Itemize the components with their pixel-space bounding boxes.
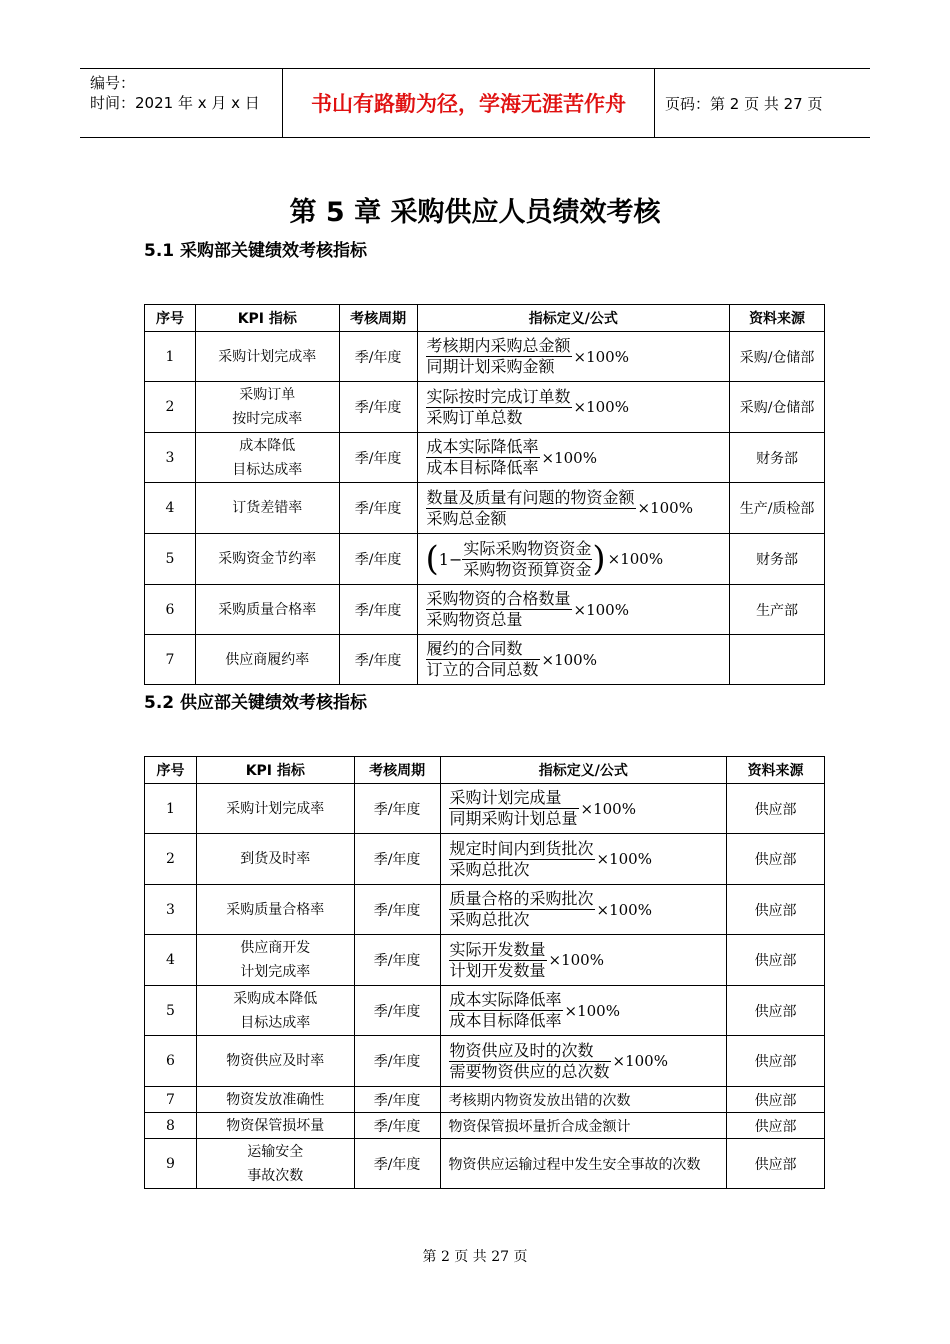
fraction bbox=[426, 387, 572, 428]
kpi-definition bbox=[440, 1036, 727, 1087]
formula bbox=[426, 539, 664, 580]
kpi-definition bbox=[417, 382, 730, 433]
page-header bbox=[80, 68, 870, 138]
kpi-name-line: 目标达成率 bbox=[232, 461, 303, 478]
table-row bbox=[145, 585, 825, 635]
review-cycle: 季/年度 bbox=[354, 784, 440, 834]
multiplier: ×100% bbox=[573, 600, 629, 619]
kpi-definition bbox=[440, 885, 727, 935]
table-header-row bbox=[145, 305, 825, 332]
row-number: 7 bbox=[145, 1087, 197, 1113]
row-number: 8 bbox=[145, 1113, 197, 1139]
section-2-title: 5.2 供应部关键绩效考核指标 bbox=[144, 693, 368, 713]
table-row bbox=[145, 1113, 825, 1139]
data-source: 生产部 bbox=[730, 585, 825, 635]
kpi-definition bbox=[440, 1139, 727, 1189]
column-header: KPI 指标 bbox=[195, 305, 339, 332]
formula bbox=[449, 788, 636, 829]
fraction bbox=[449, 839, 595, 880]
denominator: 同期采购计划总量 bbox=[449, 809, 578, 828]
denominator: 采购总批次 bbox=[449, 859, 530, 879]
kpi-name-line: 运输安全 bbox=[247, 1143, 304, 1160]
kpi-name bbox=[196, 1036, 354, 1087]
multiplier: ×100% bbox=[612, 1052, 668, 1070]
formula bbox=[449, 940, 604, 981]
kpi-name bbox=[196, 784, 354, 834]
column-header: 考核周期 bbox=[339, 305, 417, 332]
numerator: 履约的合同数 bbox=[426, 639, 540, 660]
formula bbox=[426, 387, 629, 428]
numerator: 成本实际降低率 bbox=[449, 990, 562, 1009]
multiplier: ×100% bbox=[573, 398, 629, 416]
denominator: 采购订单总数 bbox=[426, 407, 523, 427]
fraction bbox=[426, 589, 572, 630]
multiplier: ×100% bbox=[637, 499, 693, 517]
kpi-name bbox=[195, 332, 339, 382]
numerator: 考核期内采购总金额 bbox=[426, 336, 571, 355]
header-page-info: 页码：第 2 页 共 27 页 bbox=[665, 94, 823, 113]
kpi-name bbox=[196, 1087, 354, 1113]
data-source: 供应部 bbox=[727, 784, 825, 834]
table-row bbox=[145, 935, 825, 986]
kpi-name bbox=[196, 1139, 354, 1189]
kpi-name-line: 计划完成率 bbox=[240, 964, 311, 980]
table-row bbox=[145, 885, 825, 935]
data-source: 采购/仓储部 bbox=[730, 332, 825, 382]
kpi-name-line: 供应商开发 bbox=[240, 940, 311, 956]
section-1-title: 5.1 采购部关键绩效考核指标 bbox=[144, 241, 368, 261]
fraction bbox=[462, 539, 592, 580]
kpi-name-line: 采购成本降低 bbox=[233, 990, 318, 1007]
formula bbox=[426, 437, 597, 478]
formula bbox=[426, 336, 629, 377]
row-number: 6 bbox=[145, 1036, 197, 1087]
formula bbox=[449, 990, 620, 1031]
formula bbox=[449, 1041, 668, 1082]
kpi-name bbox=[195, 382, 339, 433]
definition-text: 考核期内物资发放出错的次数 bbox=[448, 1092, 631, 1109]
kpi-name-line: 采购订单 bbox=[239, 387, 296, 403]
row-number: 6 bbox=[145, 585, 196, 635]
row-number: 9 bbox=[145, 1139, 197, 1189]
row-number: 1 bbox=[145, 784, 197, 834]
data-source: 采购/仓储部 bbox=[730, 382, 825, 433]
kpi-name-line: 物资供应及时率 bbox=[226, 1053, 325, 1069]
denominator: 同期计划采购金额 bbox=[426, 357, 555, 376]
kpi-definition bbox=[417, 332, 730, 382]
kpi-definition bbox=[440, 935, 727, 986]
kpi-name bbox=[196, 1113, 354, 1139]
numerator: 实际按时完成订单数 bbox=[426, 386, 571, 406]
review-cycle: 季/年度 bbox=[339, 382, 417, 433]
numerator: 规定时间内到货批次 bbox=[449, 838, 594, 858]
denominator: 需要物资供应的总次数 bbox=[449, 1061, 610, 1081]
data-source: 供应部 bbox=[727, 935, 825, 986]
numerator: 采购物资的合格数量 bbox=[426, 589, 571, 608]
data-source: 供应部 bbox=[727, 1139, 825, 1189]
table-row bbox=[145, 986, 825, 1036]
data-source: 供应部 bbox=[727, 1113, 825, 1139]
fraction bbox=[449, 889, 595, 930]
row-number: 3 bbox=[145, 433, 196, 483]
table-row bbox=[145, 1087, 825, 1113]
table-row bbox=[145, 1036, 825, 1087]
formula bbox=[426, 488, 693, 529]
kpi-name-line: 事故次数 bbox=[247, 1167, 304, 1184]
table-header-row bbox=[145, 757, 825, 784]
review-cycle: 季/年度 bbox=[354, 986, 440, 1036]
multiplier: ×100% bbox=[573, 347, 629, 366]
column-header: 考核周期 bbox=[354, 757, 440, 784]
kpi-definition bbox=[417, 433, 730, 483]
definition-text: 物资保管损坏量折合成金额计 bbox=[448, 1118, 631, 1135]
fraction bbox=[449, 990, 563, 1031]
multiplier: ×100% bbox=[564, 1001, 620, 1020]
data-source: 生产/质检部 bbox=[730, 483, 825, 534]
kpi-definition bbox=[417, 635, 730, 685]
fraction bbox=[426, 437, 540, 478]
column-header: 指标定义/公式 bbox=[417, 305, 730, 332]
kpi-name-line: 供应商履约率 bbox=[225, 651, 310, 668]
multiplier: ×100% bbox=[541, 448, 597, 467]
kpi-name bbox=[196, 834, 354, 885]
denominator: 采购总批次 bbox=[449, 910, 530, 929]
denominator: 计划开发数量 bbox=[449, 960, 546, 980]
kpi-definition bbox=[417, 585, 730, 635]
kpi-name-line: 按时完成率 bbox=[232, 411, 303, 427]
table-row bbox=[145, 332, 825, 382]
kpi-name-line: 物资保管损坏量 bbox=[226, 1117, 325, 1134]
data-source: 财务部 bbox=[730, 433, 825, 483]
fraction bbox=[426, 639, 540, 680]
page-footer: 第 2 页 共 27 页 bbox=[422, 1249, 528, 1265]
review-cycle: 季/年度 bbox=[354, 885, 440, 935]
definition-text: 物资供应运输过程中发生安全事故的次数 bbox=[448, 1156, 701, 1173]
numerator: 实际开发数量 bbox=[449, 939, 546, 959]
kpi-name-line: 到货及时率 bbox=[240, 851, 311, 867]
data-source: 供应部 bbox=[727, 885, 825, 935]
data-source: 供应部 bbox=[727, 986, 825, 1036]
table-row bbox=[145, 382, 825, 433]
review-cycle: 季/年度 bbox=[339, 483, 417, 534]
kpi-name-line: 采购计划完成率 bbox=[226, 800, 325, 817]
kpi-name-line: 成本降低 bbox=[239, 437, 296, 454]
kpi-name-line: 采购质量合格率 bbox=[226, 901, 325, 918]
table-row bbox=[145, 534, 825, 585]
supply-kpi-table bbox=[144, 756, 825, 1189]
kpi-definition bbox=[440, 986, 727, 1036]
row-number: 4 bbox=[145, 935, 197, 986]
fraction bbox=[426, 488, 636, 529]
kpi-definition bbox=[440, 1087, 727, 1113]
row-number: 7 bbox=[145, 635, 196, 685]
numerator: 采购计划完成量 bbox=[449, 788, 579, 809]
kpi-name bbox=[196, 885, 354, 935]
kpi-name-line: 采购计划完成率 bbox=[218, 348, 317, 365]
column-header: 资料来源 bbox=[727, 757, 825, 784]
multiplier: ×100% bbox=[607, 550, 664, 568]
right-paren: ) bbox=[592, 539, 606, 579]
review-cycle: 季/年度 bbox=[339, 534, 417, 585]
kpi-definition bbox=[417, 534, 730, 585]
row-number: 1 bbox=[145, 332, 196, 382]
kpi-name-line: 订货差错率 bbox=[232, 500, 303, 516]
kpi-name-line: 采购质量合格率 bbox=[218, 601, 317, 618]
table-row bbox=[145, 784, 825, 834]
column-header: 序号 bbox=[145, 305, 196, 332]
formula bbox=[449, 889, 652, 930]
kpi-name bbox=[195, 534, 339, 585]
table-row bbox=[145, 433, 825, 483]
kpi-definition bbox=[440, 784, 727, 834]
row-number: 2 bbox=[145, 382, 196, 433]
review-cycle: 季/年度 bbox=[339, 433, 417, 483]
kpi-definition bbox=[440, 1113, 727, 1139]
table-row bbox=[145, 635, 825, 685]
review-cycle: 季/年度 bbox=[354, 1113, 440, 1139]
row-number: 3 bbox=[145, 885, 197, 935]
review-cycle: 季/年度 bbox=[354, 834, 440, 885]
fraction bbox=[449, 788, 579, 829]
kpi-name bbox=[196, 935, 354, 986]
data-source: 财务部 bbox=[730, 534, 825, 585]
review-cycle: 季/年度 bbox=[339, 635, 417, 685]
fraction bbox=[426, 336, 572, 377]
multiplier: ×100% bbox=[596, 900, 652, 919]
data-source bbox=[730, 635, 825, 685]
denominator: 成本目标降低率 bbox=[426, 458, 539, 477]
kpi-name bbox=[196, 986, 354, 1036]
header-motto: 书山有路勤为径，学海无涯苦作舟 bbox=[283, 69, 655, 137]
header-time: 时间：2021 年 x 月 x 日 bbox=[90, 94, 260, 112]
row-number: 2 bbox=[145, 834, 197, 885]
review-cycle: 季/年度 bbox=[354, 1036, 440, 1087]
numerator: 物资供应及时的次数 bbox=[449, 1041, 611, 1062]
multiplier: ×100% bbox=[541, 650, 597, 669]
review-cycle: 季/年度 bbox=[354, 1087, 440, 1113]
review-cycle: 季/年度 bbox=[339, 585, 417, 635]
numerator: 成本实际降低率 bbox=[426, 437, 539, 456]
formula bbox=[426, 589, 629, 630]
denominator: 采购物资预算资金 bbox=[463, 559, 592, 579]
formula-prefix: 1− bbox=[438, 549, 463, 569]
numerator: 实际采购物资资金 bbox=[463, 538, 592, 558]
kpi-definition bbox=[417, 483, 730, 534]
table-row bbox=[145, 483, 825, 534]
kpi-name-line: 物资发放准确性 bbox=[226, 1091, 325, 1108]
fraction bbox=[449, 1041, 611, 1082]
kpi-name-line: 目标达成率 bbox=[240, 1014, 311, 1031]
multiplier: ×100% bbox=[580, 799, 636, 818]
numerator: 质量合格的采购批次 bbox=[449, 889, 594, 908]
review-cycle: 季/年度 bbox=[339, 332, 417, 382]
kpi-name bbox=[195, 483, 339, 534]
column-header: 序号 bbox=[145, 757, 197, 784]
data-source: 供应部 bbox=[727, 1036, 825, 1087]
row-number: 4 bbox=[145, 483, 196, 534]
multiplier: ×100% bbox=[596, 850, 652, 868]
table-row bbox=[145, 834, 825, 885]
row-number: 5 bbox=[145, 534, 196, 585]
left-paren: ( bbox=[425, 539, 439, 579]
kpi-name bbox=[195, 585, 339, 635]
review-cycle: 季/年度 bbox=[354, 1139, 440, 1189]
fraction bbox=[449, 940, 547, 981]
header-number: 编号： bbox=[90, 74, 136, 92]
column-header: KPI 指标 bbox=[196, 757, 354, 784]
denominator: 订立的合同总数 bbox=[426, 660, 539, 679]
row-number: 5 bbox=[145, 986, 197, 1036]
table-row bbox=[145, 1139, 825, 1189]
multiplier: ×100% bbox=[548, 951, 604, 969]
denominator: 采购总金额 bbox=[426, 508, 507, 528]
denominator: 采购物资总量 bbox=[426, 610, 523, 629]
kpi-name-line: 采购资金节约率 bbox=[218, 551, 317, 567]
column-header: 指标定义/公式 bbox=[440, 757, 727, 784]
data-source: 供应部 bbox=[727, 1087, 825, 1113]
kpi-name bbox=[195, 635, 339, 685]
data-source: 供应部 bbox=[727, 834, 825, 885]
header-meta bbox=[80, 69, 283, 137]
formula bbox=[449, 839, 652, 880]
formula bbox=[426, 639, 597, 680]
denominator: 成本目标降低率 bbox=[449, 1011, 562, 1030]
purchasing-kpi-table bbox=[144, 304, 825, 685]
kpi-definition bbox=[440, 834, 727, 885]
numerator: 数量及质量有问题的物资金额 bbox=[426, 487, 635, 507]
kpi-name bbox=[195, 433, 339, 483]
column-header: 资料来源 bbox=[730, 305, 825, 332]
chapter-title: 第 5 章 采购供应人员绩效考核 bbox=[289, 197, 661, 228]
review-cycle: 季/年度 bbox=[354, 935, 440, 986]
